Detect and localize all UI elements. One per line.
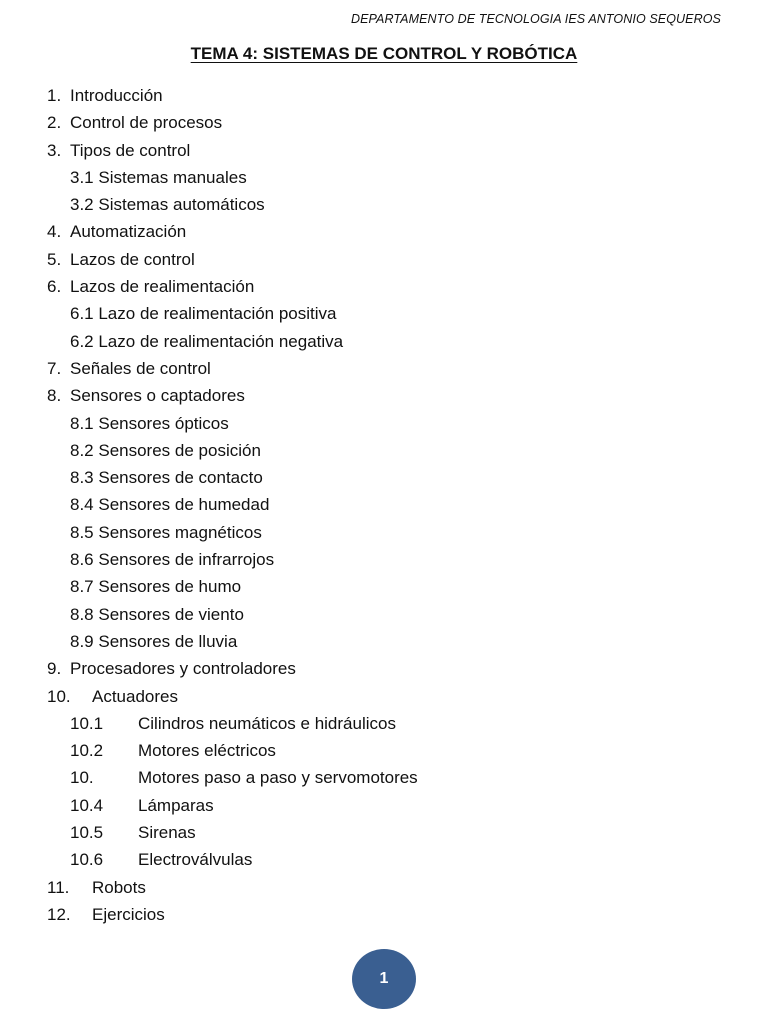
toc-item-label: Motores eléctricos bbox=[138, 741, 276, 761]
toc-item bbox=[0, 683, 768, 710]
toc-item bbox=[0, 328, 768, 355]
toc-item bbox=[0, 410, 768, 437]
toc-item-label: Cilindros neumáticos e hidráulicos bbox=[138, 713, 396, 733]
toc-item bbox=[0, 109, 768, 136]
table-of-contents bbox=[0, 82, 768, 928]
toc-item-number: 10.4 bbox=[70, 795, 104, 815]
toc-item-number: 2. bbox=[47, 113, 62, 133]
toc-item-label: Lazos de control bbox=[70, 249, 195, 269]
toc-item-number: 10. bbox=[47, 686, 71, 706]
toc-item-label: Robots bbox=[92, 877, 146, 897]
toc-item-label: Automatización bbox=[70, 222, 187, 242]
toc-item bbox=[0, 819, 768, 846]
toc-item-number: 11. bbox=[47, 877, 70, 897]
toc-item-label: 3.1 Sistemas manuales bbox=[70, 167, 247, 187]
toc-item bbox=[0, 737, 768, 764]
toc-item-label: 8.7 Sensores de humo bbox=[70, 577, 242, 597]
toc-item bbox=[0, 300, 768, 327]
toc-item bbox=[0, 273, 768, 300]
toc-item bbox=[0, 846, 768, 873]
toc-item-label: 8.8 Sensores de viento bbox=[70, 604, 244, 624]
toc-item bbox=[0, 164, 768, 191]
toc-item-number: 10.1 bbox=[70, 713, 104, 733]
toc-item-number: 10.6 bbox=[70, 850, 104, 870]
toc-item-label: Lazos de realimentación bbox=[70, 277, 255, 297]
toc-item bbox=[0, 382, 768, 409]
toc-item bbox=[0, 246, 768, 273]
toc-item-number: 6. bbox=[47, 277, 62, 297]
toc-item-label: 6.2 Lazo de realimentación negativa bbox=[70, 331, 344, 351]
toc-item bbox=[0, 191, 768, 218]
page-number-badge: 1 bbox=[352, 949, 416, 1009]
toc-item-label: Tipos de control bbox=[70, 140, 191, 160]
toc-item-number: 4. bbox=[47, 222, 62, 242]
toc-item-label: 8.5 Sensores magnéticos bbox=[70, 522, 262, 542]
toc-item bbox=[0, 573, 768, 600]
toc-item bbox=[0, 218, 768, 245]
toc-item bbox=[0, 491, 768, 518]
toc-item-label: Control de procesos bbox=[70, 113, 223, 133]
toc-item bbox=[0, 355, 768, 382]
toc-item-number: 10.2 bbox=[70, 741, 104, 761]
toc-item-number: 12. bbox=[47, 904, 71, 924]
toc-item-label: Introducción bbox=[70, 86, 163, 105]
toc-item-label: 6.1 Lazo de realimentación positiva bbox=[70, 304, 337, 324]
toc-item-label: 8.6 Sensores de infrarrojos bbox=[70, 550, 275, 570]
toc-item-number: 10. bbox=[70, 768, 94, 788]
toc-item bbox=[0, 464, 768, 491]
document-title: TEMA 4: SISTEMAS DE CONTROL Y ROBÓTICA bbox=[190, 44, 578, 63]
toc-item-number: 8. bbox=[47, 386, 62, 406]
toc-item-label: Procesadores y controladores bbox=[70, 659, 296, 679]
toc-item bbox=[0, 628, 768, 655]
toc-item bbox=[0, 710, 768, 737]
toc-item bbox=[0, 655, 768, 682]
toc-item bbox=[0, 546, 768, 573]
toc-item-label: 8.1 Sensores ópticos bbox=[70, 413, 229, 433]
toc-item-label: Señales de control bbox=[70, 358, 211, 378]
toc-item-label: 8.9 Sensores de lluvia bbox=[70, 631, 238, 651]
toc-item-number: 9. bbox=[47, 659, 62, 679]
toc-item bbox=[0, 519, 768, 546]
toc-item bbox=[0, 437, 768, 464]
toc-item-number: 1. bbox=[47, 86, 62, 105]
toc-item-label: Electroválvulas bbox=[138, 850, 253, 870]
toc-item-label: Sensores o captadores bbox=[70, 386, 245, 406]
toc-item bbox=[0, 874, 768, 901]
toc-item-label: 8.3 Sensores de contacto bbox=[70, 468, 263, 488]
toc-item-label: 3.2 Sistemas automáticos bbox=[70, 195, 265, 215]
toc-item bbox=[0, 137, 768, 164]
toc-item-label: Actuadores bbox=[92, 686, 178, 706]
toc-item-number: 7. bbox=[47, 358, 62, 378]
toc-item bbox=[0, 764, 768, 791]
toc-item-label: Motores paso a paso y servomotores bbox=[138, 768, 418, 788]
toc-item-label: 8.2 Sensores de posición bbox=[70, 440, 261, 460]
toc-item-label: Sirenas bbox=[138, 823, 196, 843]
toc-item-label: 8.4 Sensores de humedad bbox=[70, 495, 270, 515]
toc-item-label: Lámparas bbox=[138, 795, 214, 815]
toc-item-number: 3. bbox=[47, 140, 62, 160]
department-header: DEPARTAMENTO DE TECNOLOGIA IES ANTONIO SEQUEROS bbox=[350, 12, 721, 26]
toc-item bbox=[0, 601, 768, 628]
toc-item bbox=[0, 901, 768, 928]
toc-item-label: Ejercicios bbox=[92, 904, 165, 924]
toc-item-number: 10.5 bbox=[70, 823, 104, 843]
toc-item-number: 5. bbox=[47, 249, 62, 269]
toc-item bbox=[0, 82, 768, 109]
toc-item bbox=[0, 792, 768, 819]
